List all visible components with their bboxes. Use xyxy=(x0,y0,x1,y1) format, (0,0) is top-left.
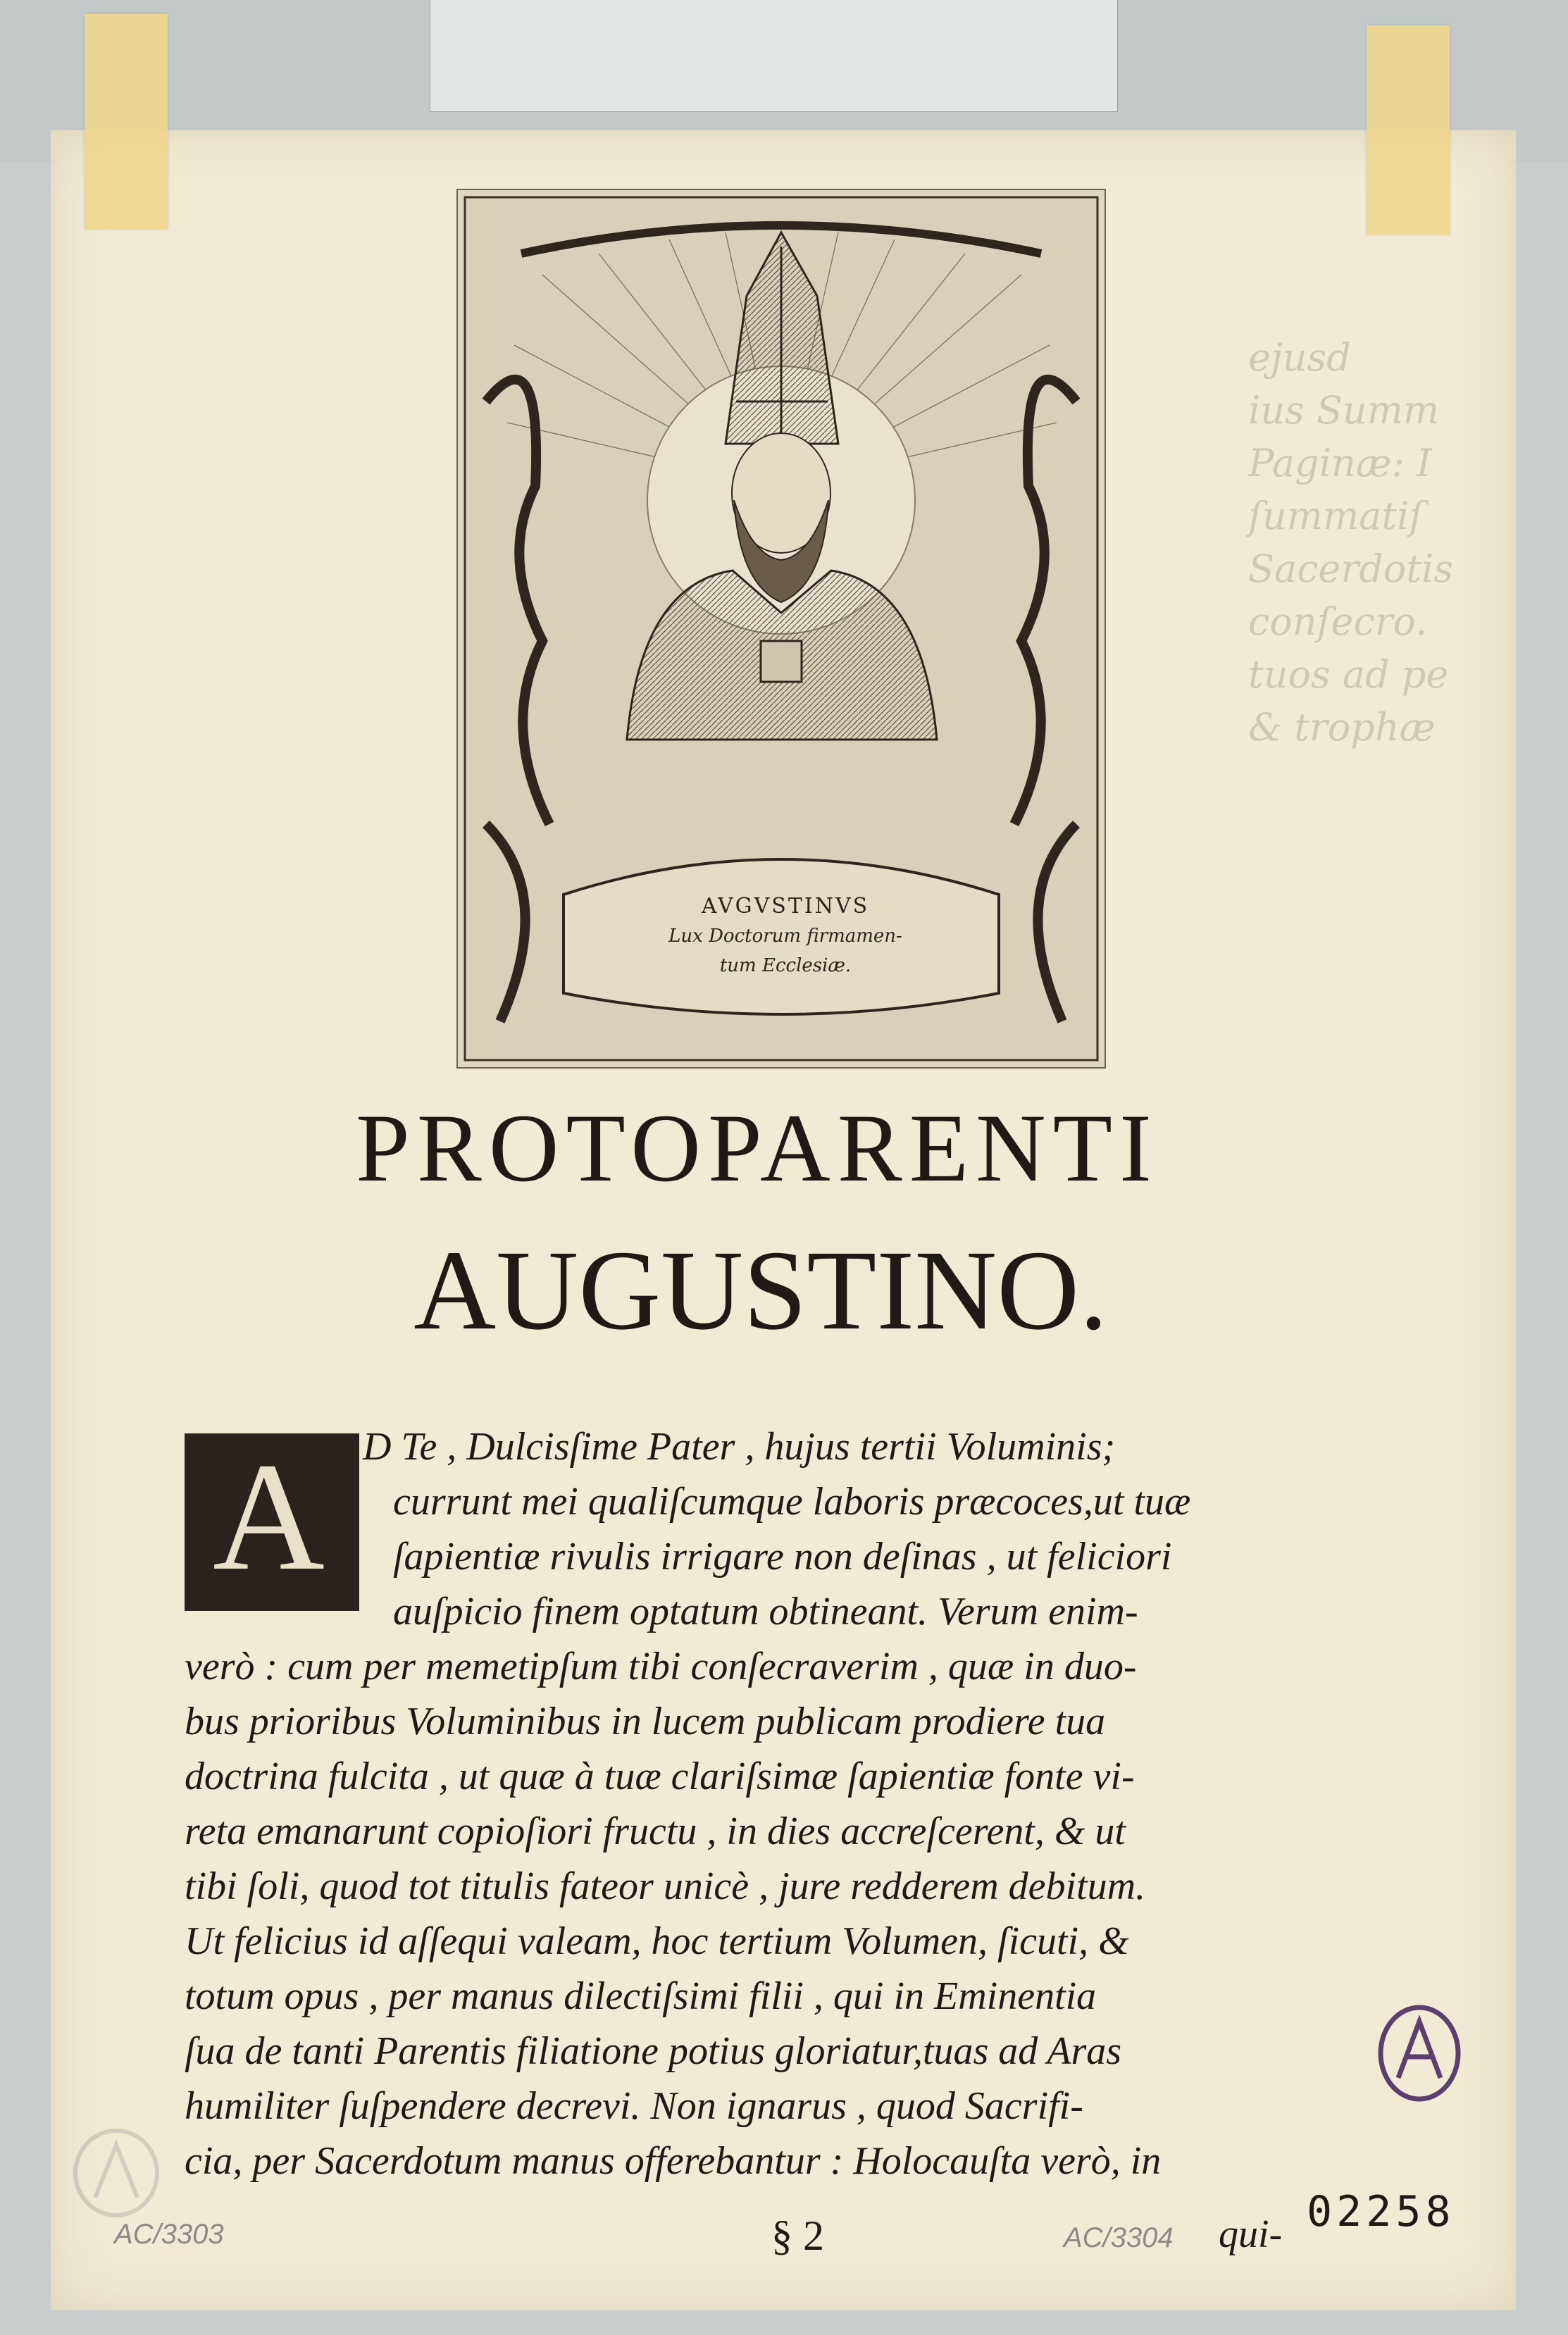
inventory-number: 02258 xyxy=(1307,2187,1455,2236)
body-line: reta emanarunt copioſiori fructu , in dies accreſcerent, & ut xyxy=(185,1810,1126,1853)
library-stamp-icon xyxy=(1370,2000,1469,2106)
augustine-engraving xyxy=(456,189,1106,1069)
bleed-line: ius Summ xyxy=(1248,388,1440,432)
signature-mark: § 2 xyxy=(771,2212,824,2259)
faded-stamp-icon xyxy=(63,2124,169,2222)
bleed-line: Sacerdotis xyxy=(1248,547,1453,591)
body-line: doctrina fulcita , ut quæ à tuæ clariſsimæ ſapientiæ fonte vi- xyxy=(185,1755,1135,1798)
tape-left xyxy=(85,14,168,229)
pencil-mark-right: AC/3304 xyxy=(1064,2222,1174,2253)
bleed-through-text xyxy=(1248,331,1544,754)
tape-right xyxy=(1367,25,1450,235)
bleed-line: & trophæ xyxy=(1248,705,1436,749)
backing-strip xyxy=(430,0,1118,112)
caption-line: AVGVSTINVS xyxy=(701,894,870,919)
body-line: ſua de tanti Parentis filiatione potius gloriatur,tuas ad Aras xyxy=(185,2029,1122,2073)
title-line-2: AUGUSTINO. xyxy=(413,1228,1108,1354)
engraving-caption xyxy=(645,892,926,980)
title-line-1: PROTOPARENTI xyxy=(356,1094,1159,1202)
body-line: currunt mei qualiſcumque laboris præcoces,ut tuæ xyxy=(393,1480,1191,1524)
body-line: tibi ſoli, quod tot titulis fateor unicè , jure redderem debitum. xyxy=(185,1864,1146,1908)
catchword: qui- xyxy=(1219,2212,1283,2256)
body-line: Ut felicius id aſſequi valeam, hoc tertium Volumen, ſicuti, & xyxy=(185,1919,1129,1963)
body-line: totum opus , per manus dilectiſsimi filii , qui in Eminentia xyxy=(185,1974,1097,2018)
body-line: humiliter ſuſpendere decrevi. Non ignarus , quod Sacrifi- xyxy=(185,2084,1083,2128)
bleed-line: conſecro. xyxy=(1248,599,1428,644)
decorated-initial xyxy=(185,1433,359,1611)
initial-letter: A xyxy=(213,1431,325,1602)
bleed-line: ejusd xyxy=(1248,335,1351,380)
bleed-line: tuos ad pe xyxy=(1248,652,1449,697)
body-line: cia, per Sacerdotum manus offerebantur : Holocauſta verò, in xyxy=(185,2139,1162,2183)
bleed-line: ſummatiſ xyxy=(1248,494,1424,538)
body-line: D Te , Dulcisſime Pater , hujus tertii Voluminis; xyxy=(363,1425,1116,1469)
body-line: auſpicio finem optatum obtineant. Verum enim- xyxy=(393,1590,1138,1633)
caption-line: tum Ecclesiæ. xyxy=(719,955,852,976)
caption-line: Lux Doctorum firmamen- xyxy=(668,926,902,947)
bleed-line: Paginæ: I xyxy=(1248,441,1432,485)
body-line: verò : cum per memetipſum tibi conſecraverim , quæ in duo- xyxy=(185,1645,1137,1688)
pencil-mark-left: AC/3303 xyxy=(114,2219,224,2250)
body-line: bus prioribus Voluminibus in lucem publicam prodiere tua xyxy=(185,1700,1106,1743)
body-line: ſapientiæ rivulis irrigare non deſinas , ut feliciori xyxy=(393,1535,1172,1579)
